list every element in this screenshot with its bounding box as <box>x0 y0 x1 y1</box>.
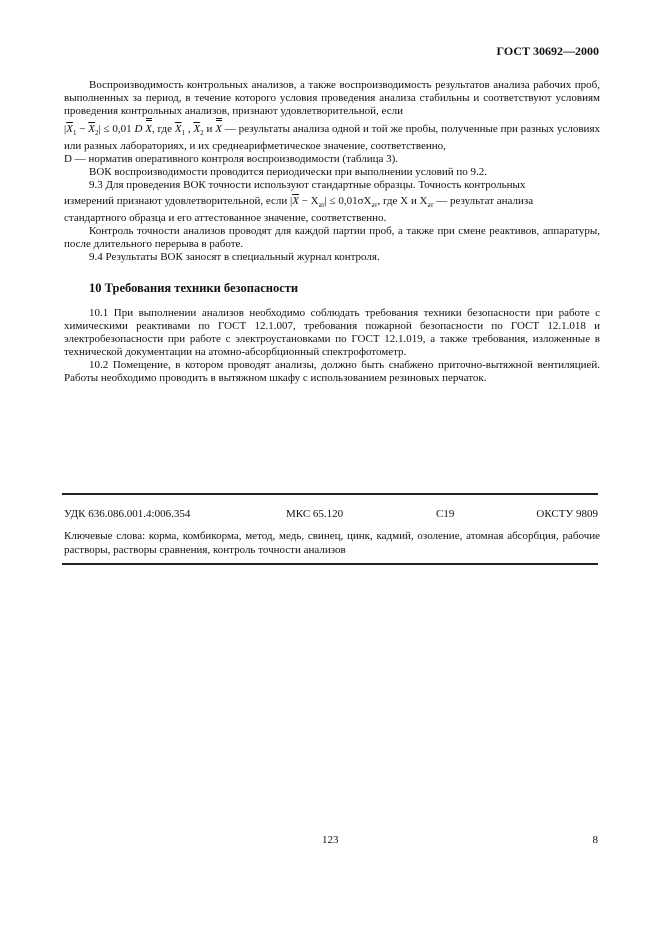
formula-x1: $\overline{X}$ <box>66 123 73 135</box>
formula-abs-open: | <box>64 123 67 135</box>
formula-sub1-b: 1 <box>181 129 186 138</box>
divider-bottom <box>62 563 598 565</box>
okstu-code: ОКСТУ 9809 <box>536 508 598 520</box>
formula-xbar: X <box>145 123 152 135</box>
accuracy-text-e: — результат анализа <box>433 195 534 208</box>
page-number: 123 <box>322 834 339 846</box>
paragraph-vok: ВОК воспроизводимости проводится периодически при выполнении условий по 9.2. <box>89 166 488 179</box>
accuracy-sub-at-3: ат <box>427 201 434 210</box>
formula-xbar-b: X <box>215 123 222 135</box>
paragraph-9-4: 9.4 Результаты ВОК заносят в специальный журнал контроля. <box>89 251 380 264</box>
paragraph-9-3: 9.3 Для проведения ВОК точности используют стандартные образцы. Точность контрольных <box>89 179 526 192</box>
formula-sub2-b: 2 <box>200 129 204 138</box>
section-10-title: 10 Требования техники безопасности <box>89 281 299 295</box>
divider-top <box>62 493 598 495</box>
accuracy-text-d: , где X и X <box>377 195 428 208</box>
paragraph-10-1: 10.1 При выполнении анализов необходимо соблюдать требования техники безопасности при работе с химическими реактивами по ГОСТ 12.1.007, требования пожарной безопасности по ГОСТ 12.1.018 и электробезопасности при работе с электроустановками по ГОСТ 12.1.019, а также требования, изложенные в технической документации на атомно-абсорбционный спектрофотометр. <box>64 307 600 358</box>
formula-where: , где <box>151 123 175 135</box>
formula-rest: — результаты анализа одной и той же пробы, полученные при разных условиях или разных лабораториях, и их среднеарифметическое значение, соответственно, <box>64 123 600 153</box>
paragraph-reproducibility: Воспроизводимость контрольных анализов, а также воспроизводимость результатов анализа рабочих проб, выполненных за период, в течение которого условия проведения анализа стабильны и соответствуют условиям проведения контрольных анализов, признают удовлетворительной, если <box>64 79 600 117</box>
paragraph-d-definition: D — норматив оперативного контроля воспроизводимости (таблица 3). <box>64 153 399 166</box>
formula-minus: − <box>76 123 89 135</box>
standard-code: ГОСТ 30692—2000 <box>496 44 599 58</box>
accuracy-text-a: измерений признают удовлетворительной, если | <box>64 195 293 208</box>
udk-code: УДК 636.086.001.4:006.354 <box>64 508 191 520</box>
paragraph-10-2: 10.2 Помещение, в котором проводят анализы, должно быть снабжено приточно-вытяжной вентиляцией. Работы необходимо проводить в вытяжном шкафу с использованием резиновых перчаток. <box>64 359 600 384</box>
accuracy-sub-at-2: ат <box>371 201 378 210</box>
formula-line: $|\overline{X}_1 - \overline{X}_2| \le 0,01$ D X, где $\overline{X}_1$ , $\overline{X}_2$ и X — результаты анализа одной и той же пробы, полученные при разных условиях или разных лабораториях, и их среднеарифметическое значение, соответственно, <box>64 123 600 153</box>
formula-abs-close: | ≤ 0,01 <box>98 123 135 135</box>
accuracy-xbar: $\overline{X}$ <box>292 195 299 208</box>
classifier-code: С19 <box>436 508 455 520</box>
formula-x1-b: $\overline{X}$ <box>174 123 182 135</box>
formula-x2-b: $\overline{X}$ <box>193 123 201 135</box>
sheet-number: 8 <box>592 834 598 846</box>
accuracy-sub-at: ат <box>318 201 325 210</box>
formula-and: и <box>203 123 216 135</box>
paragraph-accuracy-control: Контроль точности анализов проводят для каждой партии проб, а также при смене реактивов, аппаратуры, после длительного перерыва в работе. <box>64 225 600 251</box>
keywords: Ключевые слова: корма, комбикорма, метод, медь, свинец, цинк, кадмий, озоление, атомная абсорбция, рабочие растворы, растворы сравнения, контроль точности анализов <box>64 530 600 556</box>
section-10-text <box>64 307 600 385</box>
accuracy-text-b: − X <box>298 195 319 208</box>
paragraph-9-3-formula <box>64 195 600 212</box>
mks-code: МКС 65.120 <box>286 508 344 520</box>
formula-sub1: 1 <box>72 129 77 138</box>
accuracy-text-c: | ≤ 0,01σX <box>324 195 372 208</box>
formula-x2: $\overline{X}$ <box>88 123 96 135</box>
formula-d: D <box>134 123 143 135</box>
paragraph-9-3-cont: стандартного образца и его аттестованное значение, соответственно. <box>64 212 387 225</box>
section-9-text <box>64 79 600 264</box>
formula-sub2: 2 <box>95 129 99 138</box>
